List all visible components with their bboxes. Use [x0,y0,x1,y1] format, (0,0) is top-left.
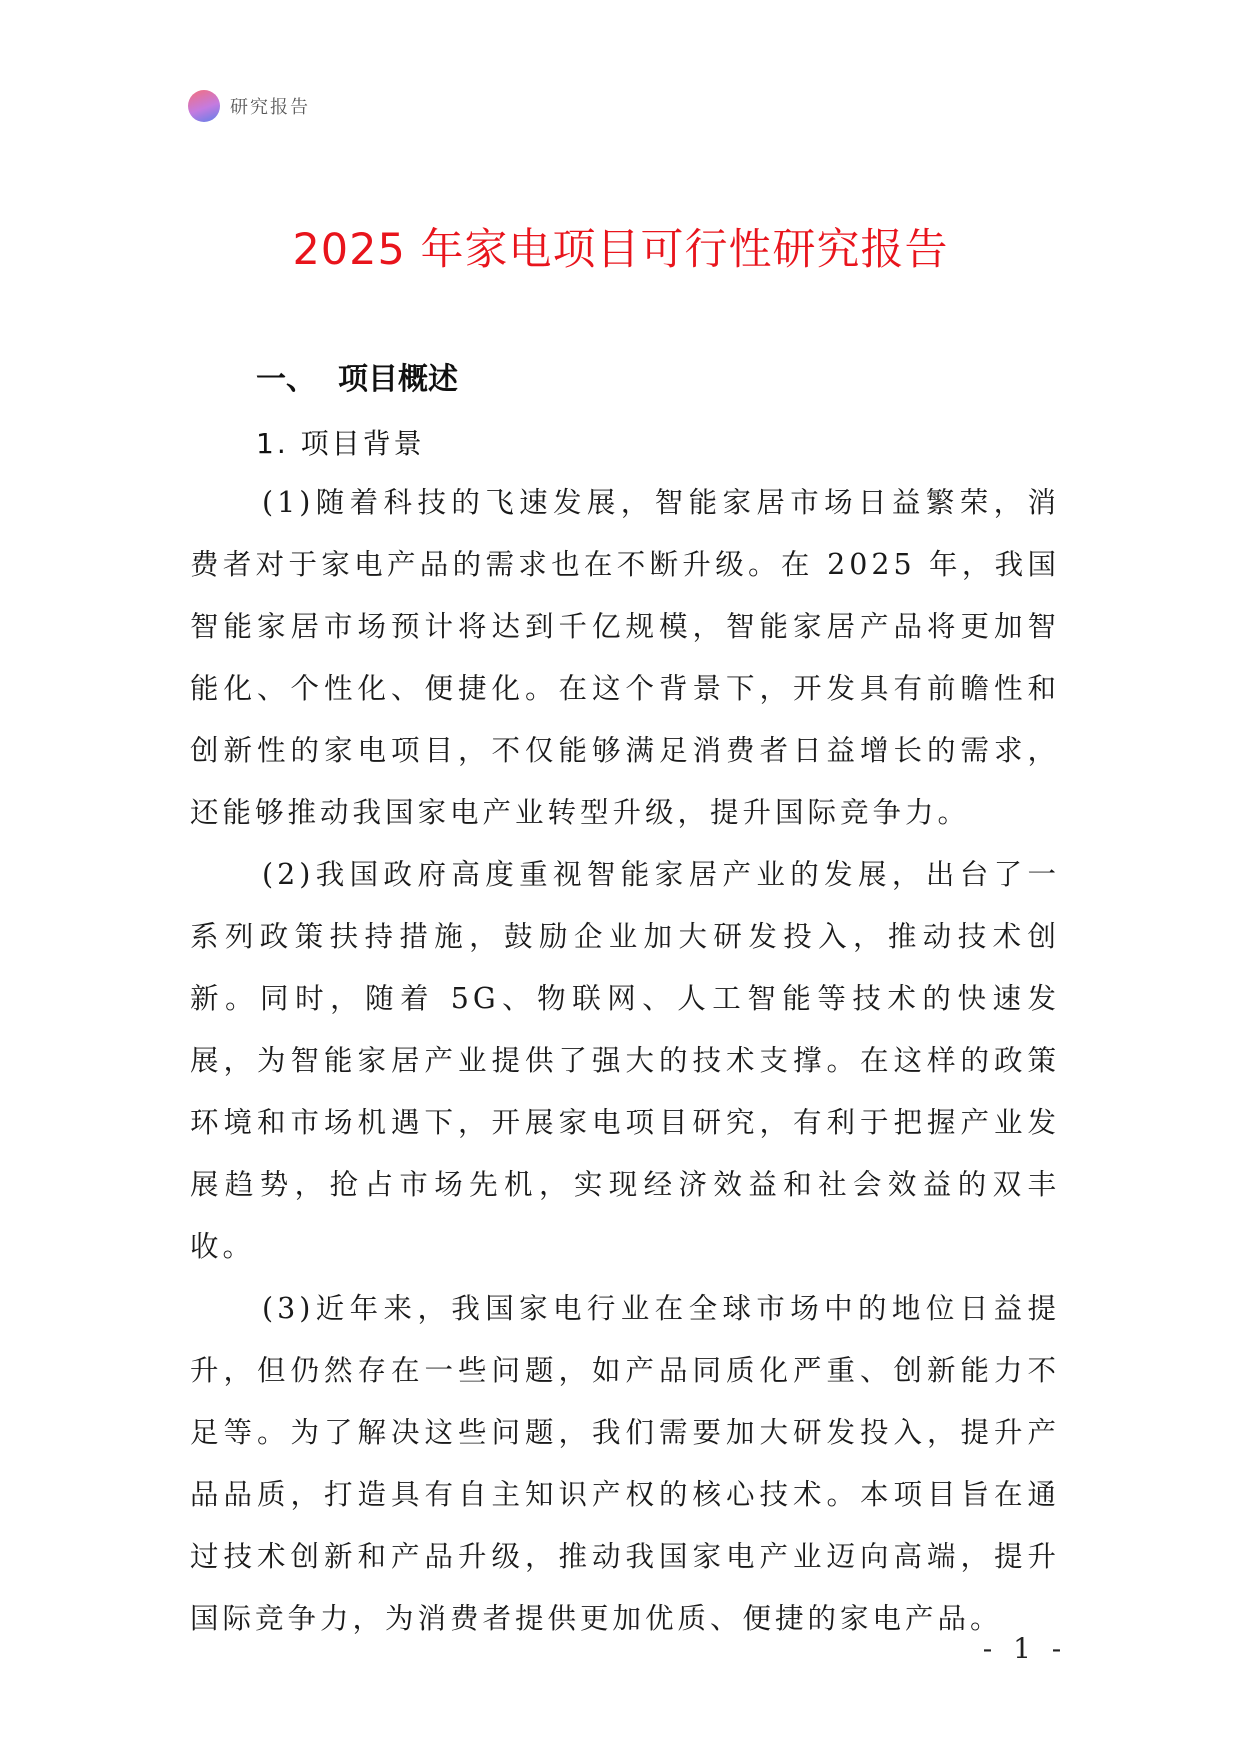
section-heading [256,358,458,402]
page-number: - 1 - [982,1632,1068,1665]
section-number: 一、 [256,362,316,397]
logo-icon [188,90,220,122]
page-header [188,89,310,123]
paragraph-2: (2)我国政府高度重视智能家居产业的发展，出台了一系列政策扶持措施，鼓励企业加大研发投入，推动技术创新。同时，随着 5G、物联网、人工智能等技术的快速发展，为智能家居产业提供了强大的技术支撑。在这样的政策环境和市场机遇下，开展家电项目研究，有利于把握产业发展趋势，抢占市场先机，实现经济效益和社会效益的双丰收。 [190,858,1060,1263]
header-label: 研究报告 [230,97,310,118]
subsection-heading: 1. 项目背景 [256,427,425,460]
body-text [190,472,1060,1650]
section-title: 项目概述 [338,362,458,397]
paragraph-3: (3)近年来，我国家电行业在全球市场中的地位日益提升，但仍然存在一些问题，如产品同质化严重、创新能力不足等。为了解决这些问题，我们需要加大研发投入，提升产品品质，打造具有自主知识产权的核心技术。本项目旨在通过技术创新和产品升级，推动我国家电产业迈向高端，提升国际竞争力，为消费者提供更加优质、便捷的家电产品。 [190,1292,1060,1635]
document-title: 2025 年家电项目可行性研究报告 [292,225,949,275]
paragraph-1: (1)随着科技的飞速发展，智能家居市场日益繁荣，消费者对于家电产品的需求也在不断升级。在 2025 年，我国智能家居市场预计将达到千亿规模，智能家居产品将更加智能化、个性化、便捷化。在这个背景下，开发具有前瞻性和创新性的家电项目，不仅能够满足消费者日益增长的需求，还能够推动我国家电产业转型升级，提升国际竞争力。 [190,486,1060,829]
